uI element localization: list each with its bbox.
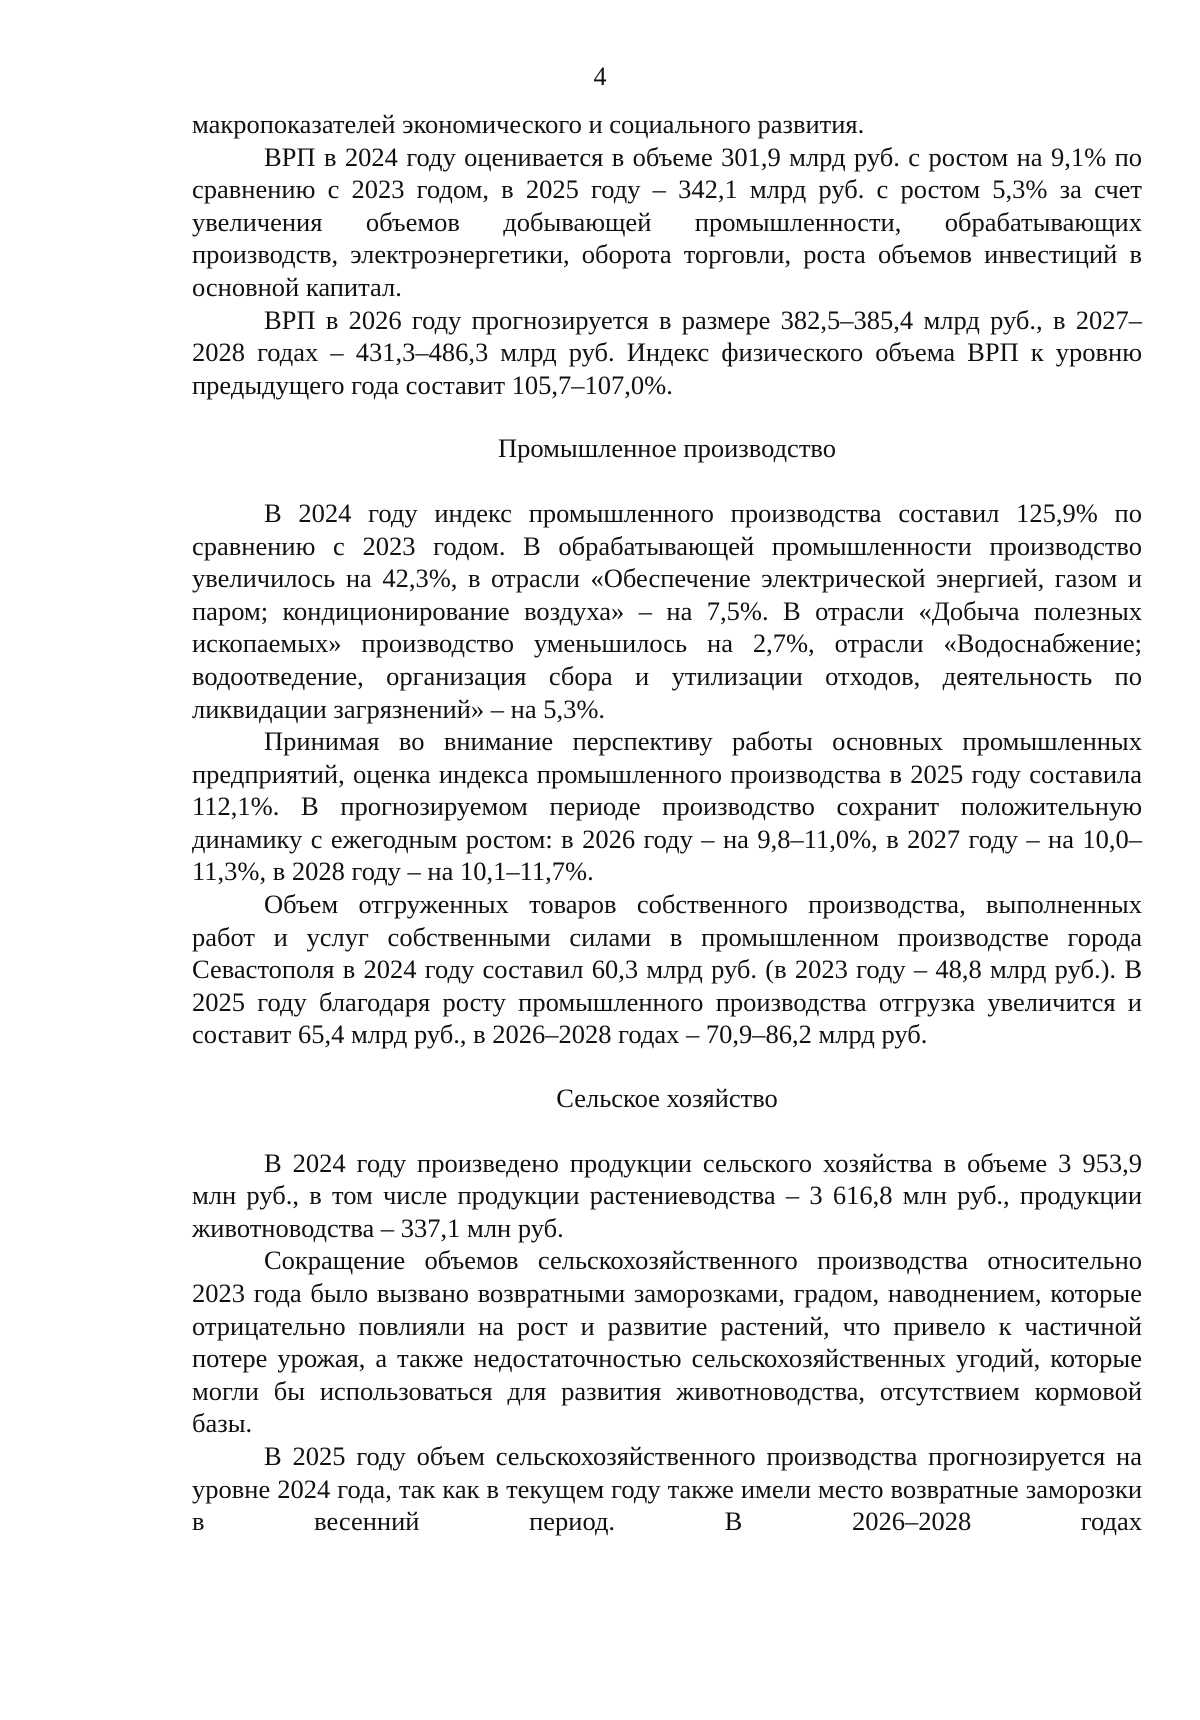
paragraph-agriculture-forecast: В 2025 году объем сельскохозяйственного производства прогнозируется на уровне 2024 года, так как в текущем году также имели место возвратные заморозки в весенний период. В 2026–2028 годах (192, 1440, 1142, 1537)
paragraph-grp-2024: ВРП в 2024 году оценивается в объеме 301,9 млрд руб. с ростом на 9,1% по сравнению с 2023 годом, в 2025 году – 342,1 млрд руб. с ростом 5,3% за счет увеличения объемов добывающей промышленности, обрабатывающих производств, электроэнергетики, оборота торговли, роста объемов инвестиций в основной капитал. (192, 141, 1142, 302)
document-body (192, 108, 1142, 1538)
paragraph-continuation: макропоказателей экономического и социального развития. (192, 109, 865, 139)
paragraph-agriculture-output: В 2024 году произведено продукции сельского хозяйства в объеме 3 953,9 млн руб., в том числе продукции растениеводства – 3 616,8 млн руб., продукции животноводства – 337,1 млн руб. (192, 1147, 1142, 1243)
paragraph-grp-forecast: ВРП в 2026 году прогнозируется в размере 382,5–385,4 млрд руб., в 2027–2028 годах – 431,3–486,3 млрд руб. Индекс физического объема ВРП к уровню предыдущего года составит 105,7–107,0%. (192, 304, 1142, 400)
section-heading-industry: Промышленное производство (498, 433, 836, 464)
section-heading-agriculture: Сельское хозяйство (556, 1083, 778, 1114)
page-number: 4 (593, 62, 607, 91)
paragraph-industry-index: В 2024 году индекс промышленного производства составил 125,9% по сравнению с 2023 годом. В обрабатывающей промышленности производство увеличилось на 42,3%, в отрасли «Обеспечение электрической энергией, газом и паром; кондиционирование воздуха» – на 7,5%. В отрасли «Добыча полезных ископаемых» производство уменьшилось на 2,7%, отрасли «Водоснабжение; водоотведение, организация сбора и утилизации отходов, деятельность по ликвидации загрязнений» – на 5,3%. (192, 497, 1142, 724)
paragraph-agriculture-decline: Сокращение объемов сельскохозяйственного производства относительно 2023 года было вызвано возвратными заморозками, градом, наводнением, которые отрицательно повлияли на рост и развитие растений, что привело к частичной потере урожая, а также недостаточностью сельскохозяйственных угодий, которые могли бы использоваться для развития животноводства, отсутствием кормовой базы. (192, 1245, 1142, 1439)
paragraph-industry-forecast: Принимая во внимание перспективу работы основных промышленных предприятий, оценка индекса промышленного производства в 2025 году составила 112,1%. В прогнозируемом периоде производство сохранит положительную динамику с ежегодным ростом: в 2026 году – на 9,8–11,0%, в 2027 году – на 10,0–11,3%, в 2028 году – на 10,1–11,7%. (192, 726, 1142, 887)
paragraph-industry-shipments: Объем отгруженных товаров собственного производства, выполненных работ и услуг собственными силами в промышленном производстве города Севастополя в 2024 году составил 60,3 млрд руб. (в 2023 году – 48,8 млрд руб.). В 2025 году благодаря росту промышленного производства отгрузка увеличится и составит 65,4 млрд руб., в 2026–2028 годах – 70,9–86,2 млрд руб. (192, 889, 1142, 1050)
